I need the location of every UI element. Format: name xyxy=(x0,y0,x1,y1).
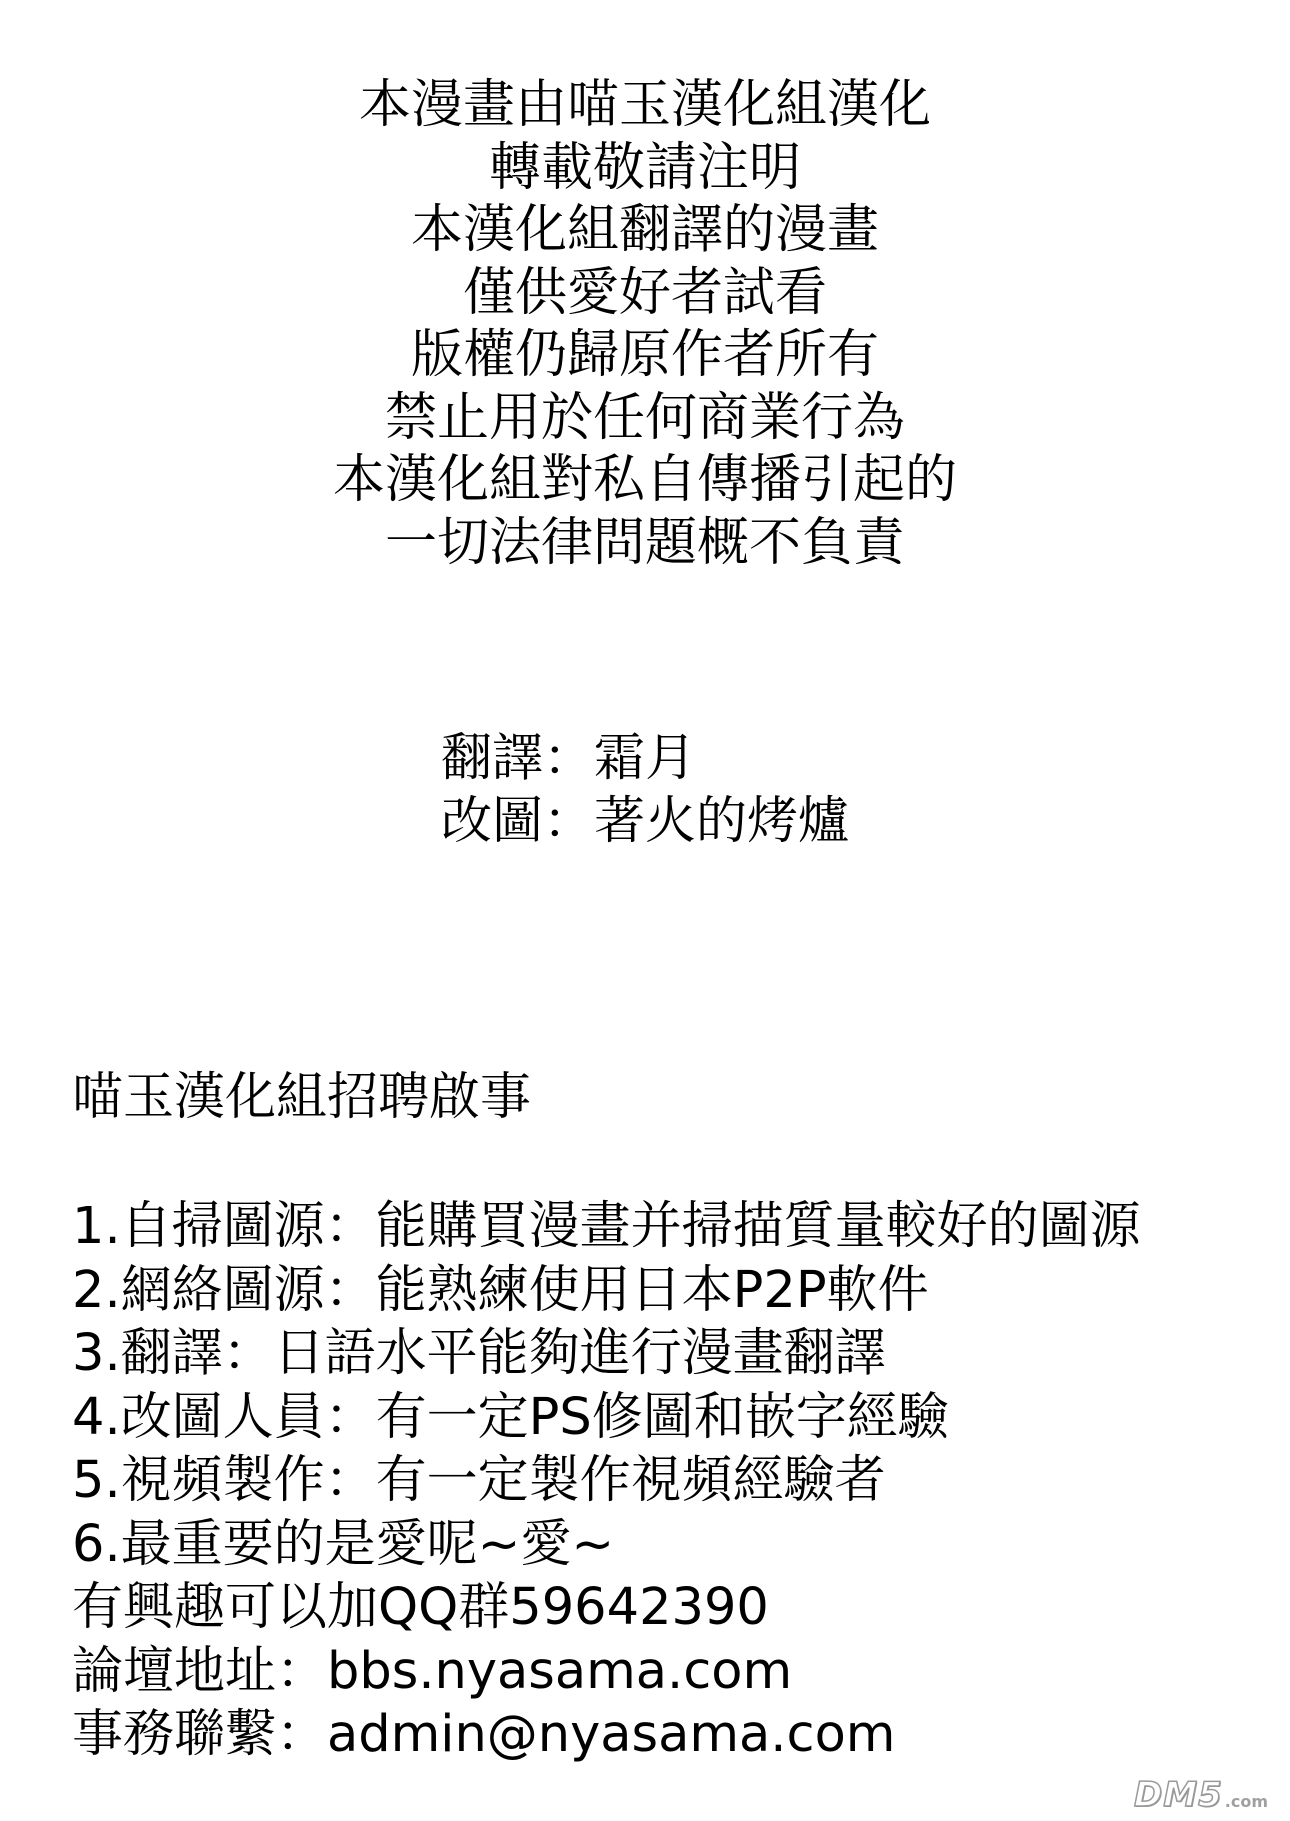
recruitment-contact-email: 事務聯繫：admin@nyasama.com xyxy=(72,1705,896,1764)
recruitment-item: 2.網絡圖源：能熟練使用日本P2P軟件 xyxy=(72,1260,929,1320)
staff-credits xyxy=(441,727,849,853)
notice-line: 本漫畫由喵玉漢化組漢化 xyxy=(358,75,931,135)
copyright-notice xyxy=(0,74,1290,574)
site-watermark xyxy=(1134,1775,1268,1815)
credit-editor: 改圖：著火的烤爐 xyxy=(441,792,850,851)
notice-line: 一切法律問題概不負責 xyxy=(384,512,905,573)
recruitment-item: 5.視頻製作：有一定製作視頻經驗者 xyxy=(72,1451,886,1510)
recruitment-list xyxy=(72,1195,1141,1767)
notice-line: 僅供愛好者試看 xyxy=(462,262,827,323)
notice-line: 版權仍歸原作者所有 xyxy=(410,325,879,385)
credit-translator: 翻譯：霜月 xyxy=(441,729,697,788)
notice-line: 本漢化組對私自傳播引起的 xyxy=(332,450,957,510)
watermark-suffix: .com xyxy=(1224,1792,1268,1811)
recruitment-qq-group: 有興趣可以加QQ群59642390 xyxy=(72,1578,769,1637)
recruitment-forum-address: 論壇地址：bbs.nyasama.com xyxy=(72,1641,793,1701)
recruitment-title: 喵玉漢化組招聘啟事 xyxy=(72,1068,532,1127)
recruitment-item: 3.翻譯：日語水平能夠進行漫畫翻譯 xyxy=(72,1324,886,1383)
recruitment-item: 6.最重要的是愛呢~愛~ xyxy=(72,1514,615,1574)
recruitment-item: 1.自掃圖源：能購買漫畫并掃描質量較好的圖源 xyxy=(72,1197,1141,1256)
notice-line: 轉載敬請注明 xyxy=(488,137,801,198)
notice-line: 本漢化組翻譯的漫畫 xyxy=(410,200,879,260)
recruitment-item: 4.改圖人員：有一定PS修圖和嵌字經驗 xyxy=(72,1387,949,1447)
notice-line: 禁止用於任何商業行為 xyxy=(384,387,905,448)
watermark-brand: DM5 xyxy=(1134,1775,1223,1815)
